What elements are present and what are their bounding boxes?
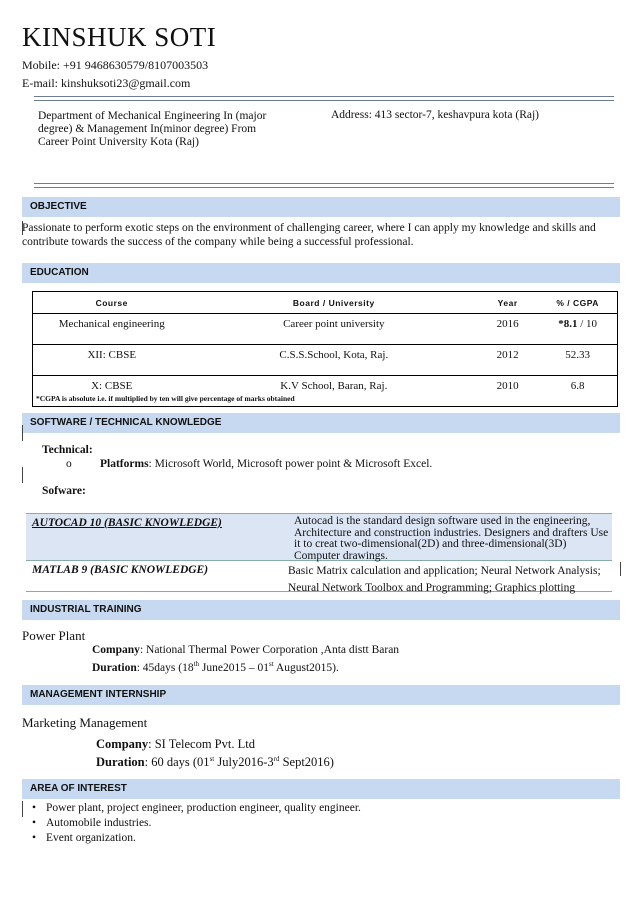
table-row bbox=[33, 345, 618, 376]
management-title: Marketing Management bbox=[22, 715, 148, 730]
divider-top bbox=[34, 96, 614, 101]
company-label: Company bbox=[96, 737, 149, 751]
col-score: % / CGPA bbox=[538, 292, 617, 314]
objective-text: Passionate to perform exotic steps on the environment of challenging career, where I can apply my knowledge and skills and contribute towards the success of the company while being a successful professional. bbox=[22, 222, 596, 248]
address: Address: 413 sector-7, keshavpura kota (Raj) bbox=[331, 109, 539, 121]
management-duration bbox=[96, 752, 334, 769]
duration-sup: rd bbox=[273, 755, 280, 763]
interest-list bbox=[32, 801, 361, 846]
software-name: AUTOCAD 10 (BASIC KNOWLEDGE) bbox=[32, 517, 222, 529]
company-label: Company bbox=[92, 644, 140, 656]
duration-sup: st bbox=[269, 660, 274, 668]
text-cursor-mark bbox=[22, 801, 23, 817]
section-software: SOFTWARE / TECHNICAL KNOWLEDGE bbox=[22, 413, 620, 433]
score-bold: *8.1 bbox=[558, 318, 578, 330]
list-item: • Automobile industries. bbox=[32, 816, 361, 831]
cell-board: K.V School, Baran, Raj. bbox=[191, 376, 478, 407]
cgpa-note: *CGPA is absolute i.e. if multiplied by ten will give percentage of marks obtained bbox=[36, 394, 295, 403]
duration-label: Duration bbox=[92, 661, 137, 674]
section-education: EDUCATION bbox=[22, 263, 620, 283]
cell-course: X: CBSE bbox=[33, 376, 191, 407]
candidate-name: KINSHUK SOTI bbox=[22, 22, 217, 52]
platforms-text: : Microsoft World, Microsoft power point & Microsoft Excel. bbox=[148, 458, 433, 470]
software-row-autocad bbox=[26, 513, 612, 561]
text-cursor-mark bbox=[620, 562, 621, 576]
cell-year: 2016 bbox=[477, 314, 538, 345]
mobile-number: Mobile: +91 9468630579/8107003503 bbox=[22, 58, 209, 72]
score-rest: / 10 bbox=[577, 318, 597, 330]
company-text: : SI Telecom Pvt. Ltd bbox=[148, 737, 255, 751]
section-management: MANAGEMENT INTERNSHIP bbox=[22, 685, 620, 705]
duration-part: : 45days (18 bbox=[136, 661, 194, 674]
duration-part: Sept2016) bbox=[279, 755, 334, 770]
text-cursor-mark bbox=[22, 467, 23, 483]
department-info: Department of Mechanical Engineering In (major degree) & Management In(minor degree) From Career Point University Kota (Raj) bbox=[38, 110, 267, 148]
management-company bbox=[96, 737, 255, 751]
cell-board: C.S.S.School, Kota, Raj. bbox=[191, 345, 478, 376]
list-item: • Event organization. bbox=[32, 831, 361, 846]
industrial-company bbox=[92, 643, 399, 657]
section-industrial: INDUSTRIAL TRAINING bbox=[22, 600, 620, 620]
duration-sup: th bbox=[193, 660, 200, 668]
cell-year: 2012 bbox=[477, 345, 538, 376]
col-board: Board / University bbox=[191, 292, 478, 314]
industrial-duration bbox=[92, 657, 339, 675]
duration-label: Duration bbox=[96, 755, 145, 770]
col-course: Course bbox=[33, 292, 191, 314]
software-label: Sofware: bbox=[42, 485, 86, 497]
software-row-matlab bbox=[26, 561, 612, 592]
industrial-title: Power Plant bbox=[22, 628, 86, 643]
table-row bbox=[33, 314, 618, 345]
cell-course: XII: CBSE bbox=[33, 345, 191, 376]
platforms-line bbox=[66, 458, 432, 470]
software-name: MATLAB 9 (BASIC KNOWLEDGE) bbox=[32, 564, 209, 576]
cell-score: 52.33 bbox=[538, 345, 617, 376]
divider-bottom bbox=[34, 183, 614, 188]
duration-part: August2015). bbox=[273, 661, 339, 674]
text-cursor-mark bbox=[22, 425, 23, 441]
duration-part: June2015 – 01 bbox=[199, 661, 270, 674]
duration-part: July2016-3 bbox=[214, 755, 274, 770]
cell-board: Career point university bbox=[191, 314, 478, 345]
duration-part: : 60 days (01 bbox=[144, 755, 210, 770]
col-year: Year bbox=[477, 292, 538, 314]
software-heading bbox=[36, 485, 86, 497]
platforms-label: Platforms bbox=[100, 458, 149, 470]
cell-score: 6.8 bbox=[538, 376, 617, 407]
cell-score bbox=[538, 314, 617, 345]
company-text: : National Thermal Power Corporation ,Anta distt Baran bbox=[139, 644, 400, 656]
software-desc: Autocad is the standard design software used in the engineering, Architecture and construction industries. Designers and drafters Use it to creat two-dimensional(2D) and three-dimensional(3D) Computer drawings. bbox=[294, 515, 609, 562]
software-desc: Basic Matrix calculation and application; Neural Network Analysis; Neural Network Toolbox and Programming; Graphics plotting bbox=[288, 565, 601, 594]
table-header-row bbox=[33, 292, 618, 314]
circle-bullet-icon: o bbox=[66, 458, 72, 470]
email-address: E-mail: kinshuksoti23@gmail.com bbox=[22, 76, 191, 90]
section-objective: OBJECTIVE bbox=[22, 197, 620, 217]
technical-heading bbox=[36, 444, 93, 456]
cell-year: 2010 bbox=[477, 376, 538, 407]
section-interest: AREA OF INTEREST bbox=[22, 779, 620, 799]
duration-sup: st bbox=[209, 755, 215, 763]
list-item: • Power plant, project engineer, production engineer, quality engineer. bbox=[32, 801, 361, 816]
technical-label: Technical: bbox=[42, 444, 93, 456]
cell-course: Mechanical engineering bbox=[33, 314, 191, 345]
education-table bbox=[32, 291, 618, 407]
